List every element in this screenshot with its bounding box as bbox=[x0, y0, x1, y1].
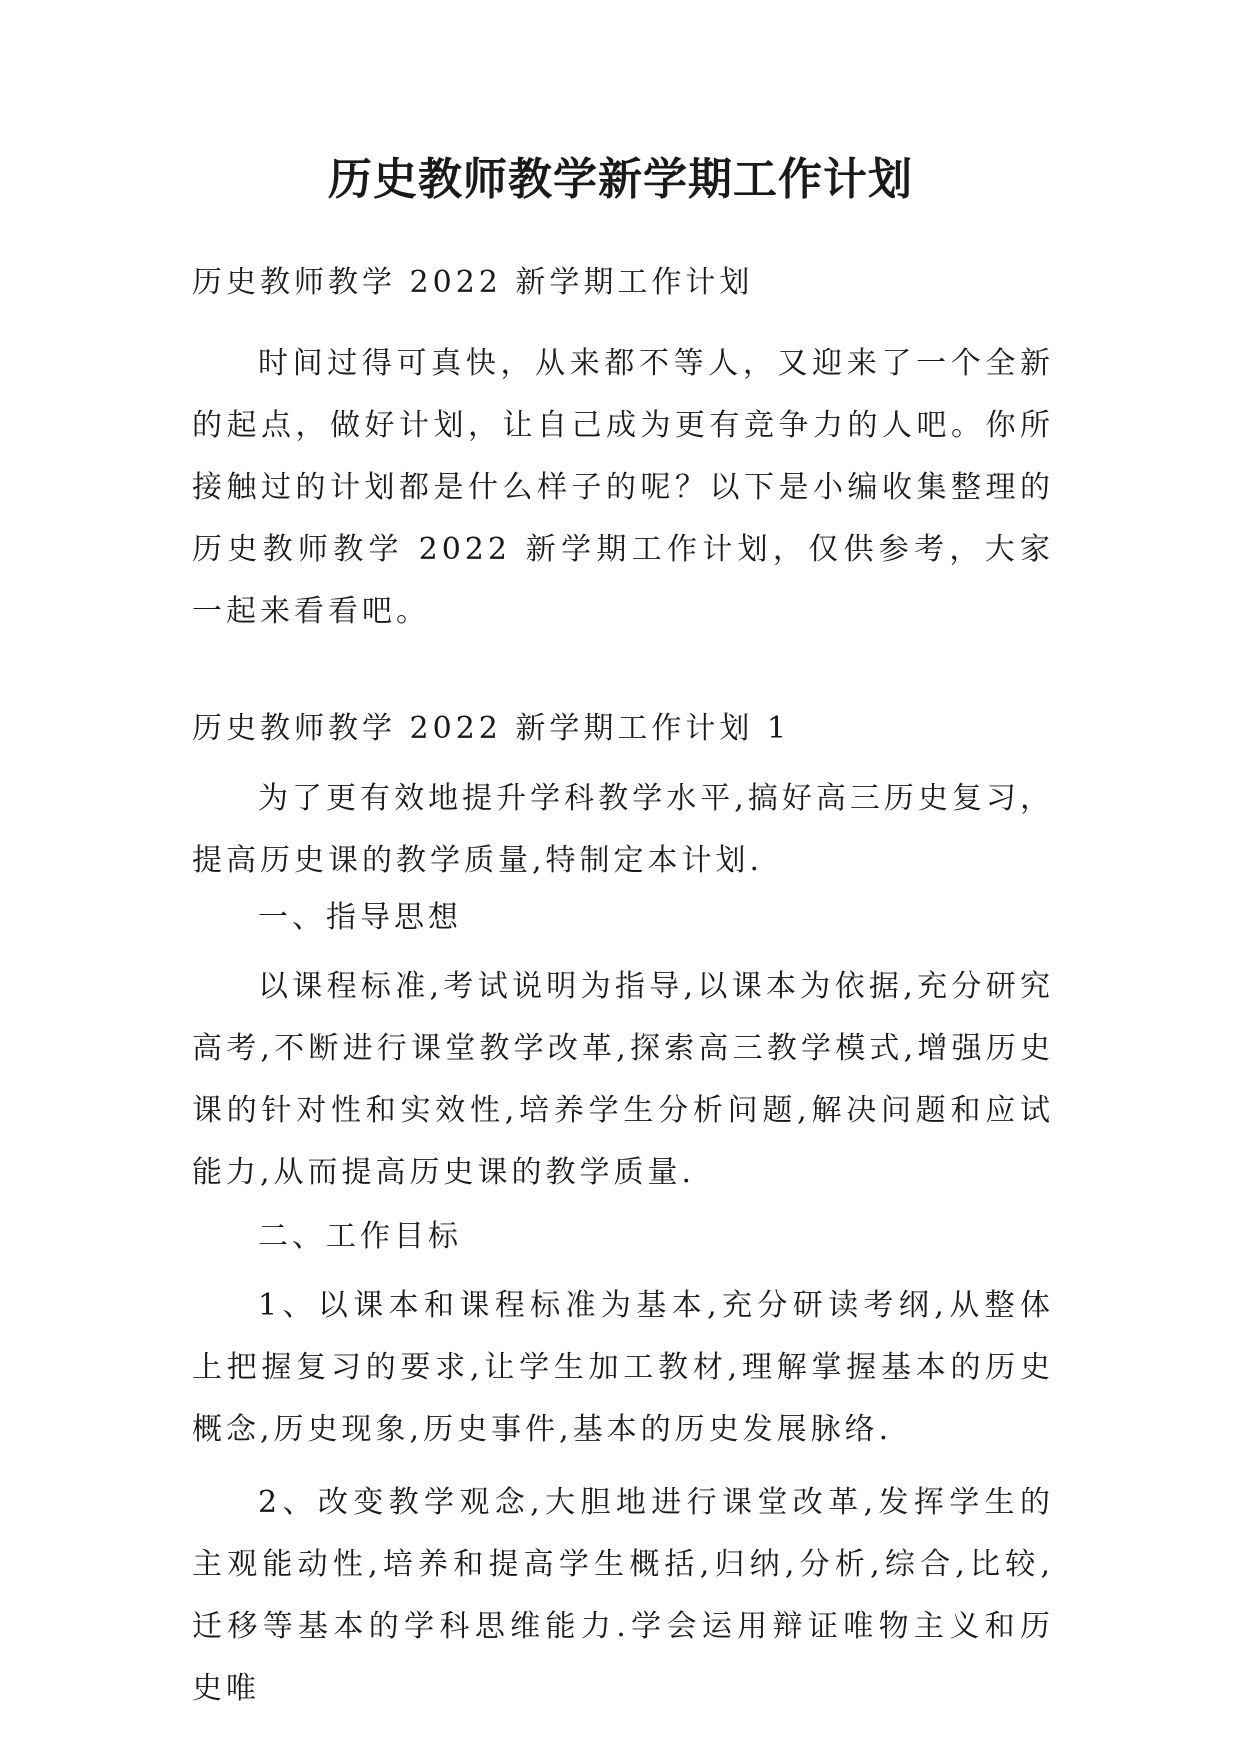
section-intro-paragraph: 为了更有效地提升学科教学水平,搞好高三历史复习，提高历史课的教学质量,特制定本计划. bbox=[192, 781, 1054, 878]
section-heading: 历史教师教学 2022 新学期工作计划 1 bbox=[192, 711, 791, 746]
document-subtitle: 历史教师教学 2022 新学期工作计划 bbox=[192, 265, 754, 300]
intro-paragraph: 时间过得可真快，从来都不等人，又迎来了一个全新的起点，做好计划，让自己成为更有竞争力的人吧。你所接触过的计划都是什么样子的呢？以下是小编收集整理的历史教师教学 2022 新学期工作计划，仅供参考，大家一起来看看吧。 bbox=[192, 346, 1054, 629]
goal-item-2: 2、改变教学观念,大胆地进行课堂改革,发挥学生的主观能动性,培养和提高学生概括,归纳,分析,综合,比较,迁移等基本的学科思维能力.学会运用辩证唯物主义和历史唯 bbox=[192, 1485, 1054, 1706]
part-heading-work-goals: 二、工作目标 bbox=[258, 1219, 462, 1254]
guiding-ideology-paragraph: 以课程标准,考试说明为指导,以课本为依据,充分研究高考,不断进行课堂教学改革,探索高三教学模式,增强历史课的针对性和实效性,培养学生分析问题,解决问题和应试能力,从而提高历史课的教学质量. bbox=[192, 969, 1054, 1190]
part-heading-guiding-ideology: 一、指导思想 bbox=[258, 900, 462, 935]
goal-item-1: 1、以课本和课程标准为基本,充分研读考纲,从整体上把握复习的要求,让学生加工教材,理解掌握基本的历史概念,历史现象,历史事件,基本的历史发展脉络. bbox=[192, 1288, 1054, 1447]
document-title: 历史教师教学新学期工作计划 bbox=[328, 154, 913, 205]
